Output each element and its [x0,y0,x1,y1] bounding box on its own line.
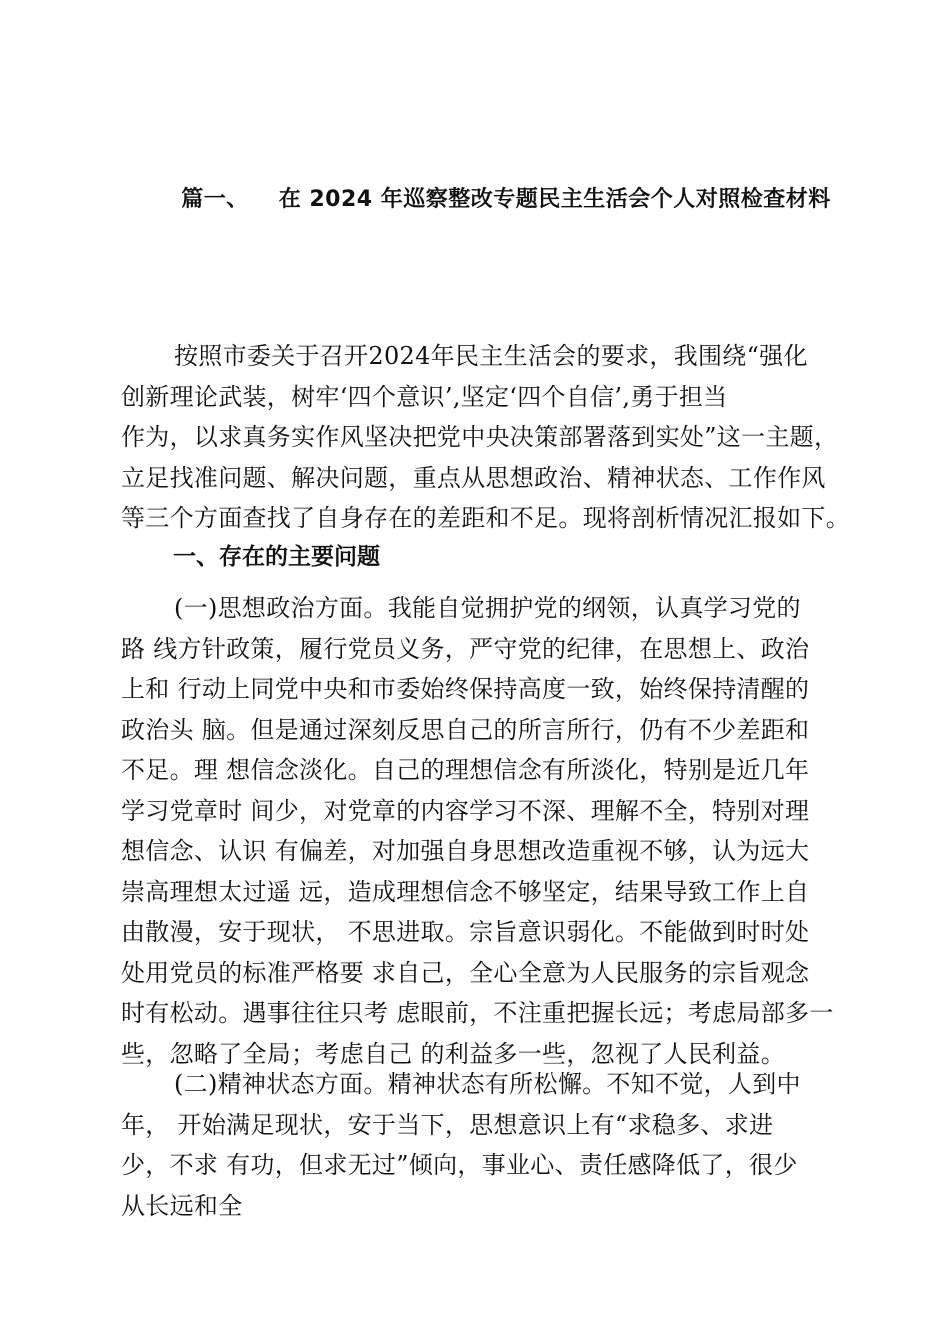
paragraph-line: 路 线方针政策，履行党员义务，严守党的纪律，在思想上、政治 [121,634,810,663]
paragraph-line: 些，忽略了全局；考虑自己 的利益多一些，忽视了人民利益。 [121,1039,786,1068]
paragraph-line: 由散漫，安于现状， 不思进取。宗旨意识弱化。不能做到时时处 [121,918,810,946]
paragraph-line: 处用党员的标准严格要 求自己，全心全意为人民服务的宗旨观念 [121,958,810,987]
title-main: 在 2024 年巡察整改专题民主生活会个人对照检查材料 [278,187,831,212]
paragraph-line: 按照市委关于召开2024年民主生活会的要求，我围绕“强化 [174,342,808,370]
paragraph-line: (一)思想政治方面。我能自觉拥护党的纲领，认真学习党的 [174,594,801,622]
paragraph-line: 不足。理 想信念淡化。自己的理想信念有所淡化，特别是近几年 [121,756,810,784]
intro-paragraph [121,336,861,539]
section-1-paragraph [121,588,861,1074]
section-heading: 一、存在的主要问题 [173,544,380,570]
document-title [0,184,950,216]
paragraph-line: 想信念、认识 有偏差，对加强自身思想改造重视不够，认为远大 [121,837,810,865]
paragraph-line: (二)精神状态方面。精神状态有所松懈。不知不觉，人到中 [174,1070,801,1098]
paragraph-line: 立足找准问题、解决问题，重点从思想政治、精神状态、工作作风 [121,463,826,492]
section-2-paragraph [121,1064,861,1226]
paragraph-line: 创新理论武装，树牢‘四个意识’,坚定‘四个自信’,勇于担当 [121,382,728,411]
paragraph-line: 时有松动。遇事往往只考 虑眼前，不注重把握长远；考虑局部多一 [121,999,834,1027]
paragraph-line: 学习党章时 间少，对党章的内容学习不深、理解不全，特别对理 [121,796,810,825]
paragraph-line: 等三个方面查找了自身存在的差距和不足。现将剖析情况汇报如下。 [121,504,850,532]
paragraph-line: 作为，以求真务实作风坚决把党中央决策部署落到实处”这一主题， [121,423,839,451]
paragraph-line: 政治头 脑。但是通过深刻反思自己的所言所行，仍有不少差距和 [121,715,810,744]
paragraph-line: 上和 行动上同党中央和市委始终保持高度一致，始终保持清醒的 [121,675,810,703]
paragraph-line: 少，不求 有功，但求无过”倾向，事业心、责任感降低了，很少 [121,1151,798,1179]
paragraph-line: 年， 开始满足现状，安于当下，思想意识上有“求稳多、求进 [121,1110,774,1139]
paragraph-line: 崇高理想太过遥 远，造成理想信念不够坚定，结果导致工作上自 [121,877,810,906]
title-prefix: 篇一、 [181,187,249,212]
paragraph-line: 从长远和全 [121,1191,243,1220]
